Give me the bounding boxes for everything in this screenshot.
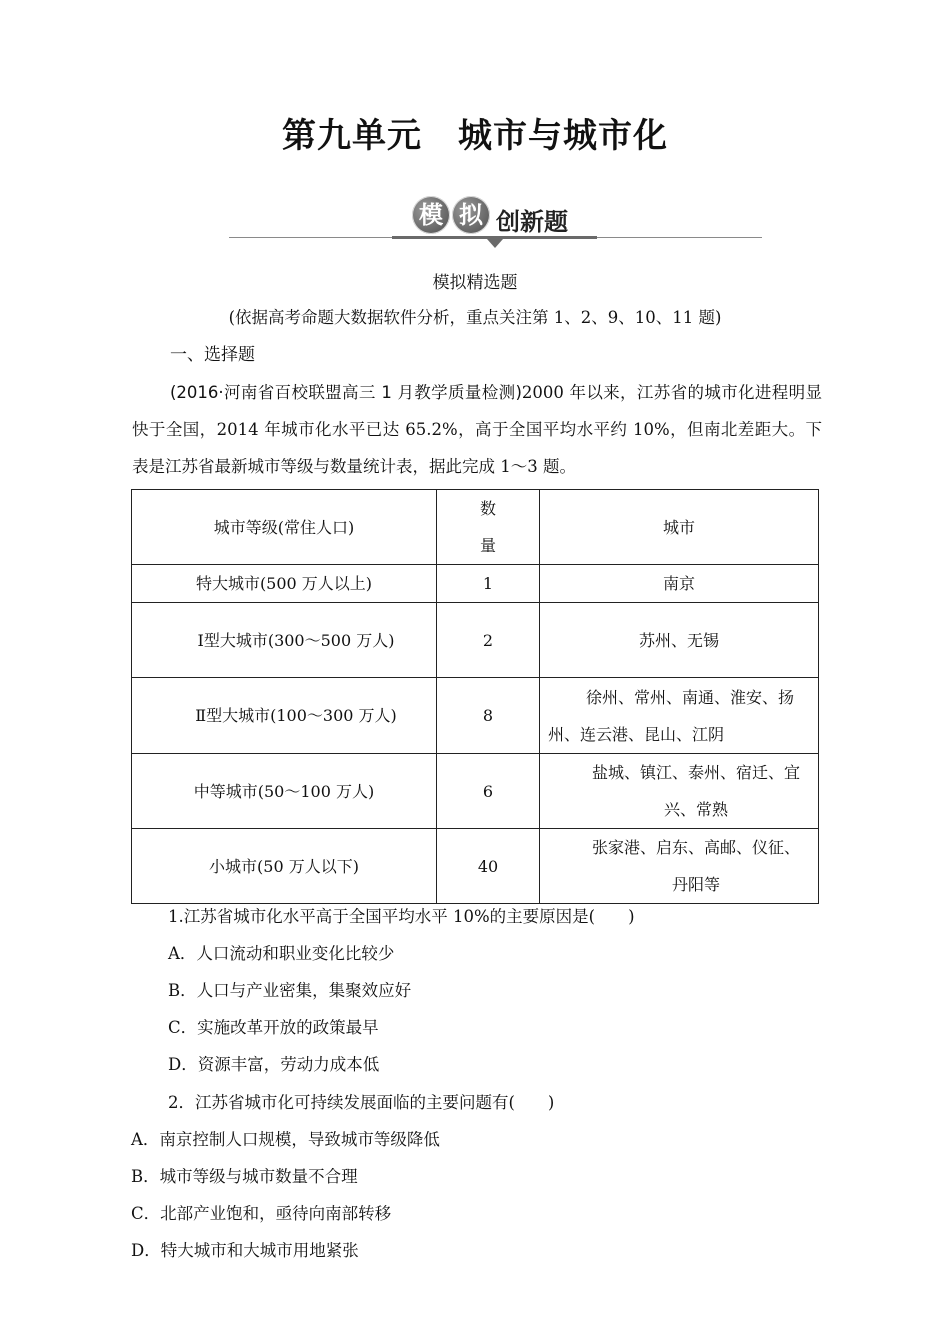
question-1-stem: 1.江苏省城市化水平高于全国平均水平 10%的主要原因是( ) [168,907,635,926]
table-header-row [132,490,819,565]
subtitle: 模拟精选题 [432,273,518,293]
table-row [132,603,819,678]
cell-cities: 盐城、镇江、泰州、宿迁、宜兴、常熟 [540,754,819,829]
question-1-option-a: A．人口流动和职业变化比较少 [168,944,395,963]
cell-cities: 苏州、无锡 [540,603,819,678]
intro-paragraph [132,374,822,485]
question-2-option-c: C．北部产业饱和，亟待向南部转移 [131,1204,392,1223]
question-1-option-b: B．人口与产业密集，集聚效应好 [168,981,412,1000]
cell-count: 1 [437,565,540,603]
header-cities: 城市 [540,490,819,565]
banner-badge [412,196,492,234]
question-2-option-d: D．特大城市和大城市用地紧张 [131,1241,359,1260]
table-row [132,754,819,829]
header-level: 城市等级(常住人口) [132,490,437,565]
cell-count: 6 [437,754,540,829]
question-1-option-c: C．实施改革开放的政策最早 [168,1018,379,1037]
cell-level: 小城市(50 万人以下) [132,829,437,904]
intro-source: (2016·河南省百校联盟高三 1 月教学质量检测) [170,383,522,402]
header-count: 数量 [437,490,540,565]
city-table [131,489,819,904]
cell-count: 40 [437,829,540,904]
cell-cities: 南京 [540,565,819,603]
intro-text: 2000 年以来，江苏省的城市化进程明显快于全国，2014 年城市化水平已达 65.2%，高于全国平均水平约 10%，但南北差距大。下表是江苏省最新城市等级与数量统计表，据此完成 1～3 题。 [132,383,822,476]
cell-count: 2 [437,603,540,678]
question-1-option-d: D．资源丰富，劳动力成本低 [168,1055,380,1074]
table-row [132,565,819,603]
cell-level: 特大城市(500 万人以上) [132,565,437,603]
cell-count: 8 [437,678,540,754]
section-heading: 一、选择题 [170,345,255,365]
focus-note: (依据高考命题大数据软件分析，重点关注第 1、2、9、10、11 题) [228,308,722,327]
question-2-option-b: B．城市等级与城市数量不合理 [131,1167,358,1186]
page-title [0,108,950,157]
cell-level: 中等城市(50～100 万人) [132,754,437,829]
cell-cities: 张家港、启东、高邮、仪征、丹阳等 [540,829,819,904]
cell-cities: 徐州、常州、南通、淮安、扬州、连云港、昆山、江阴 [540,678,819,754]
badge-circle-1: 模 [412,196,450,234]
unit-number: 第九单元 [282,116,422,156]
table-row [132,829,819,904]
table-row [132,678,819,754]
badge-circle-2: 拟 [452,196,490,234]
banner-arrow-icon [487,239,503,248]
question-2-option-a: A．南京控制人口规模，导致城市等级降低 [131,1130,440,1149]
cell-level: Ⅰ型大城市(300～500 万人) [132,603,437,678]
cell-level: Ⅱ型大城市(100～300 万人) [132,678,437,754]
unit-topic: 城市与城市化 [458,116,668,156]
question-2-stem: 2．江苏省城市化可持续发展面临的主要问题有( ) [168,1093,555,1112]
banner-label: 创新题 [496,208,568,236]
